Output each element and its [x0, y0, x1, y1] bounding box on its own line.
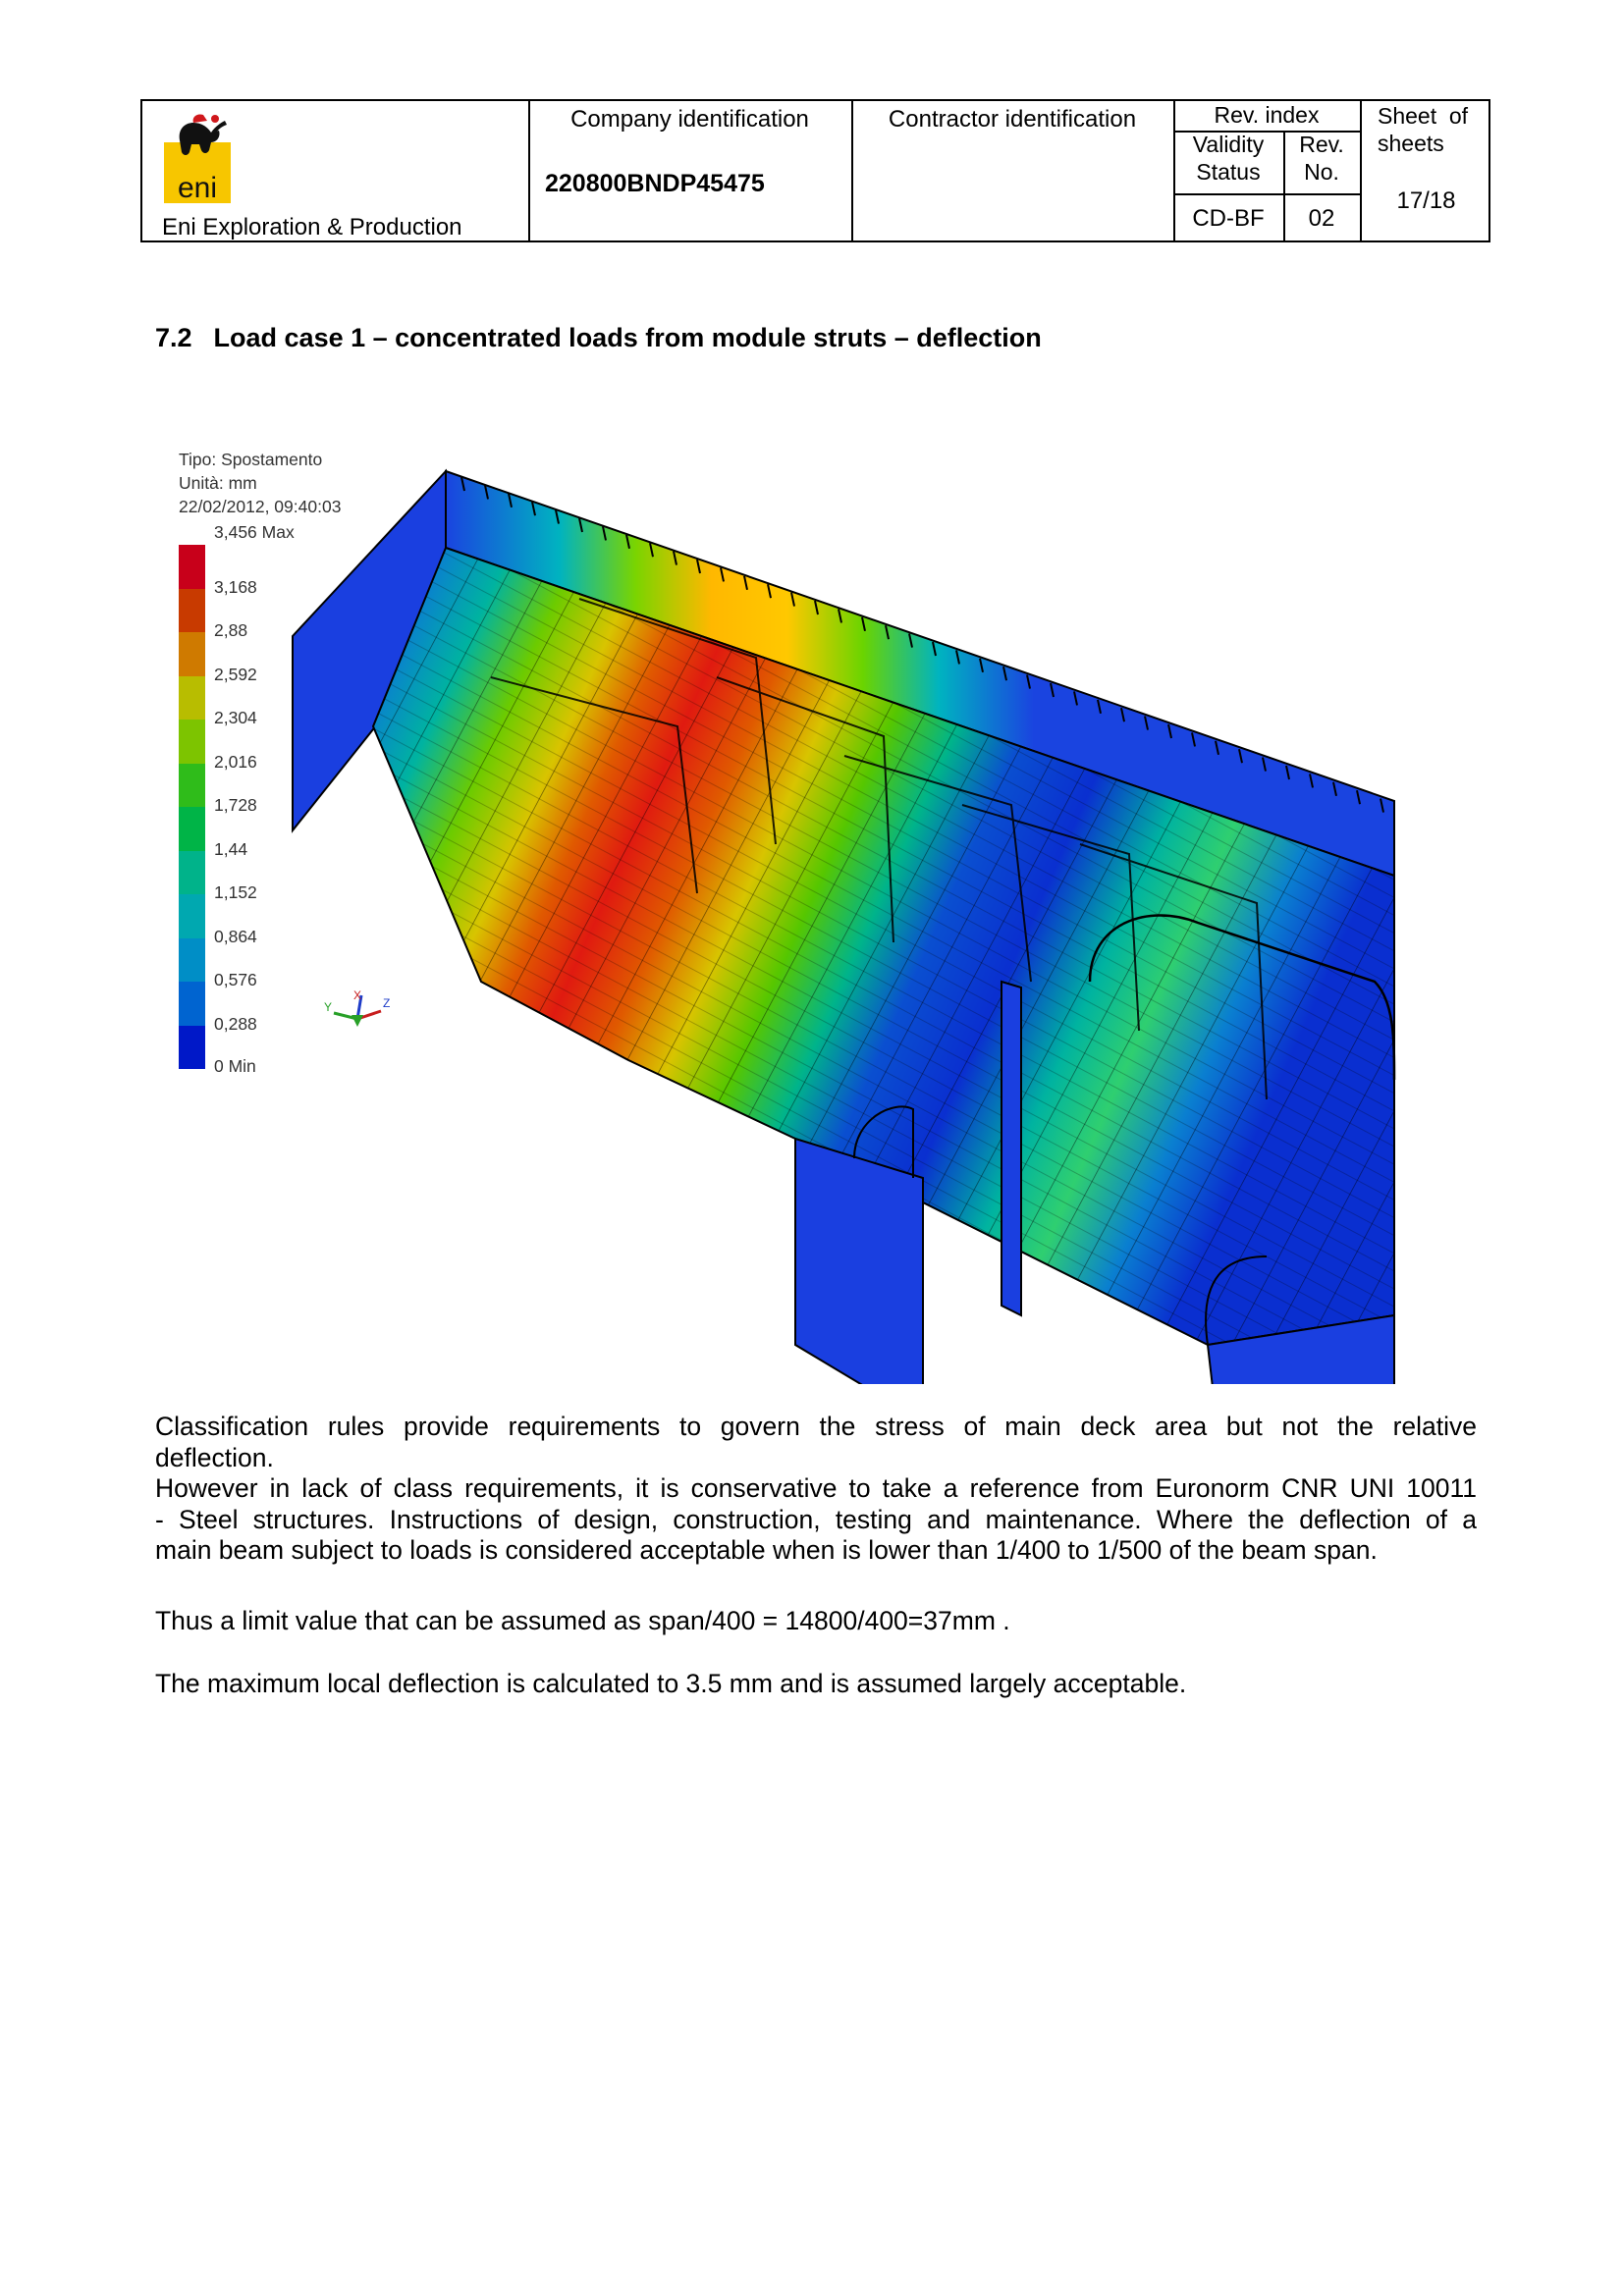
legend-tick-label: 2,016 [214, 751, 257, 772]
legend-tick-label: 2,592 [214, 664, 257, 684]
sheet-value: 17/18 [1396, 187, 1456, 214]
legend-tick-label: 1,728 [214, 795, 257, 815]
sheet-label-2: sheets [1378, 131, 1444, 156]
figure-date-line: 22/02/2012, 09:40:03 [179, 497, 342, 516]
sheet-label-1: Sheet of [1378, 103, 1469, 129]
fea-model-render [167, 432, 1414, 1384]
section-title-text: Load case 1 – concentrated loads from module struts – deflection [213, 323, 1042, 352]
axis-x-label: X [353, 989, 362, 1002]
paragraph-line: - Steel structures. Instructions of design, construction, testing and maintenance. Where the deflection of a [155, 1504, 1477, 1534]
paragraph-classification [155, 1412, 1477, 1567]
legend-tick-label: 0,288 [214, 1013, 257, 1034]
fea-deflection-figure [167, 432, 1414, 1384]
figure-type-line: Tipo: Spostamento [179, 450, 323, 469]
paragraph-line: main beam subject to loads is considered acceptable when is lower than 1/400 to 1/500 of the beam span. [155, 1535, 1378, 1565]
rev-no-value: 02 [1308, 205, 1335, 232]
rev-no-label-2: No. [1304, 159, 1339, 185]
contractor-id-label: Contractor identification [888, 106, 1137, 133]
legend-tick-label: 1,152 [214, 882, 257, 902]
legend-tick-label: 3,168 [214, 576, 257, 597]
section-title [155, 323, 1042, 353]
legend-tick-label: 2,304 [214, 708, 257, 727]
validity-status-label-1: Validity [1192, 132, 1265, 157]
rev-no-label-1: Rev. [1299, 132, 1344, 157]
rev-index-label: Rev. index [1214, 102, 1320, 128]
company-id-label: Company identification [570, 106, 809, 133]
eni-logo [164, 111, 231, 203]
company-name: Eni Exploration & Production [162, 214, 462, 240]
legend-tick-label: 0,864 [214, 926, 257, 946]
figure-unit-line: Unità: mm [179, 473, 257, 493]
axis-z-label: Z [383, 996, 391, 1010]
paragraph-line: However in lack of class requirements, it is conservative to take a reference from Euronorm CNR UNI 10011 [155, 1473, 1477, 1503]
paragraph-max-deflection: The maximum local deflection is calculated to 3.5 mm and is assumed largely acceptable. [155, 1669, 1187, 1698]
company-id-value: 220800BNDP45475 [545, 170, 765, 197]
legend-tick-label: 0,576 [214, 970, 257, 989]
axis-y-label: Y [324, 1000, 333, 1014]
paragraph-limit-value: Thus a limit value that can be assumed as span/400 = 14800/400=37mm . [155, 1606, 1010, 1635]
paragraph-line: Classification rules provide requirements to govern the stress of main deck area but not the relative [155, 1412, 1477, 1441]
validity-status-value: CD-BF [1192, 205, 1265, 232]
validity-status-label-2: Status [1196, 159, 1261, 185]
legend-tick-label: 2,88 [214, 620, 248, 640]
paragraph-line: deflection. [155, 1442, 274, 1472]
logo-text: eni [177, 172, 218, 203]
divider [1173, 193, 1360, 195]
header-table [140, 99, 1490, 242]
legend-min-label: 0 Min [214, 1056, 256, 1076]
divider [1360, 101, 1362, 240]
legend-max-label: 3,456 Max [214, 522, 295, 542]
legend-tick-label: 1,44 [214, 838, 248, 859]
section-number: 7.2 [155, 323, 192, 352]
